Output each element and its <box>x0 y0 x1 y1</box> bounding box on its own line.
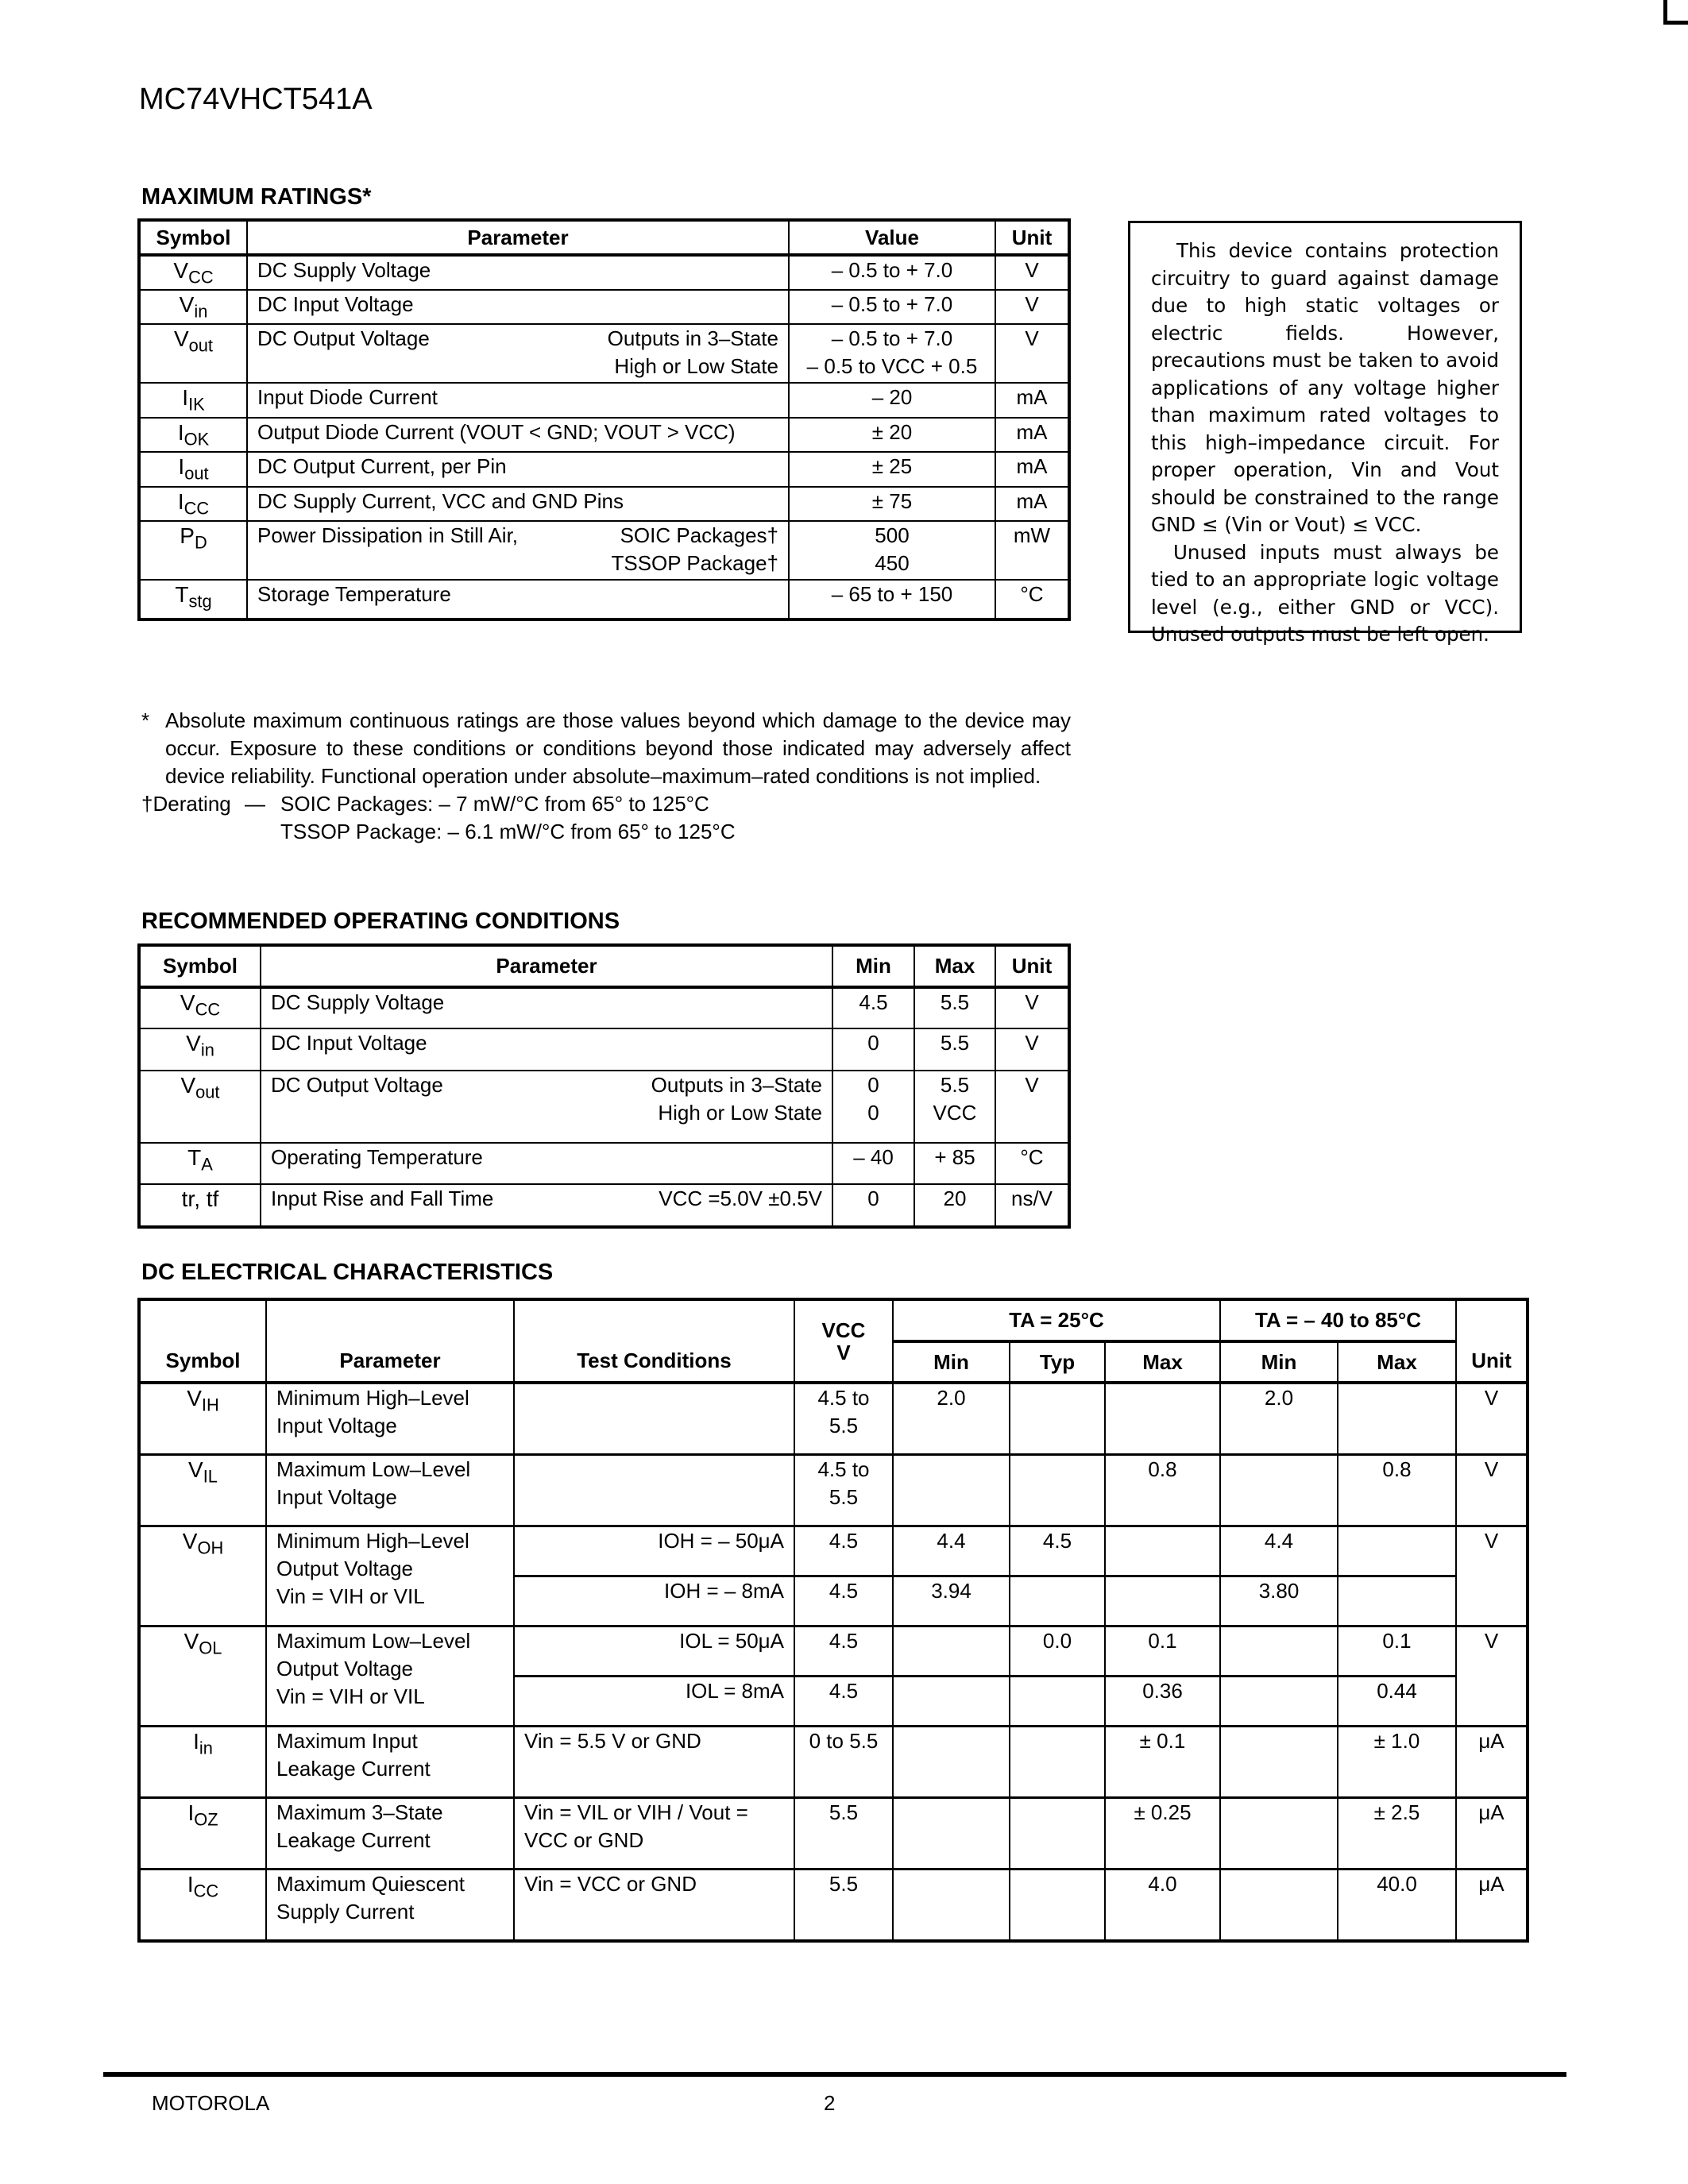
min-cell: 0 <box>832 1028 914 1071</box>
max-range-cell <box>1338 1576 1456 1626</box>
parameter-cell: DC Output Voltage Outputs in 3–State High or Low State <box>261 1071 832 1143</box>
parameter-cell: DC Supply Voltage <box>247 255 789 290</box>
footer-rule <box>103 2072 1566 2077</box>
max-range-cell: 0.44 <box>1338 1676 1456 1726</box>
table-row <box>140 1626 1527 1676</box>
table-row <box>140 987 1068 1028</box>
col-header-min-25: Min <box>893 1341 1010 1383</box>
max-25-cell: 4.0 <box>1105 1869 1220 1940</box>
unit-cell: V <box>995 987 1068 1028</box>
symbol-cell: $P_D$ <box>140 521 247 580</box>
derating-dash: — <box>245 792 265 816</box>
symbol-cell: tr, tf <box>140 1184 261 1226</box>
test-condition-cell: Vin = 5.5 V or GND <box>514 1726 794 1797</box>
max-25-cell <box>1105 1576 1220 1626</box>
test-condition-cell <box>514 1383 794 1454</box>
table-row <box>140 418 1068 452</box>
symbol-cell: $I_{in}$ <box>140 1726 266 1797</box>
max-25-cell: 0.1 <box>1105 1626 1220 1676</box>
value-cell: – 0.5 to + 7.0 <box>789 255 995 290</box>
symbol-cell: $I_{CC}$ <box>140 1869 266 1940</box>
max-range-cell <box>1338 1383 1456 1454</box>
max-25-cell <box>1105 1383 1220 1454</box>
typ-25-cell: 4.5 <box>1010 1526 1105 1576</box>
max-25-cell: 0.36 <box>1105 1676 1220 1726</box>
min-range-cell <box>1220 1454 1338 1526</box>
symbol-cell: $V_{OL}$ <box>140 1626 266 1726</box>
test-condition-cell: IOL = 50μA <box>514 1626 794 1676</box>
parameter-cell: Input Rise and Fall Time VCC =5.0V ±0.5V <box>261 1184 832 1226</box>
max-range-cell: 0.1 <box>1338 1626 1456 1676</box>
table-row <box>140 1071 1068 1143</box>
dc-characteristics-table <box>139 1299 1528 1941</box>
table-row <box>140 1797 1527 1869</box>
symbol-cell: $I_{OZ}$ <box>140 1797 266 1869</box>
symbol-cell: $V_{CC}$ <box>140 987 261 1028</box>
unit-cell: μA <box>1456 1797 1527 1869</box>
parameter-cell: Operating Temperature <box>261 1143 832 1184</box>
parameter-cell: DC Supply Voltage <box>261 987 832 1028</box>
symbol-cell: $T_A$ <box>140 1143 261 1184</box>
max-range-cell: ± 2.5 <box>1338 1797 1456 1869</box>
vcc-cell: 0 to 5.5 <box>794 1726 893 1797</box>
max-cell: 5.5 VCC <box>914 1071 995 1143</box>
note-paragraph-1: This device contains protection circuitry to guard against damage due to high static voltages or electric fields. However, precautions must be taken to avoid applications of any voltage higher than maximum rated voltages to this high–impedance circuit. For proper operation, Vin and Vout should be constrained to the range GND ≤ (Vin or Vout) ≤ VCC. <box>1151 239 1499 536</box>
min-25-cell <box>893 1626 1010 1676</box>
esd-protection-note <box>1128 221 1522 646</box>
col-header-unit: Unit <box>1456 1300 1527 1383</box>
unit-cell: μA <box>1456 1869 1527 1940</box>
min-cell: 0 0 <box>832 1071 914 1143</box>
col-header-max-range: Max <box>1338 1341 1456 1383</box>
col-header-parameter: Parameter <box>261 946 832 987</box>
unit-cell: V <box>995 324 1068 383</box>
unit-cell: V <box>1456 1454 1527 1526</box>
max-25-cell: ± 0.25 <box>1105 1797 1220 1869</box>
parameter-cell: Maximum Low–Level Input Voltage <box>266 1454 514 1526</box>
vcc-cell: 4.5 to 5.5 <box>794 1383 893 1454</box>
col-header-symbol: Symbol <box>140 946 261 987</box>
vcc-cell: 4.5 <box>794 1576 893 1626</box>
footer-brand: MOTOROLA <box>152 2091 270 2115</box>
col-group-ta-25: TA = 25°C <box>893 1300 1220 1341</box>
derating-soic: SOIC Packages: – 7 mW/°C from 65° to 125°C <box>280 792 709 816</box>
symbol-cell: $V_{OH}$ <box>140 1526 266 1626</box>
unit-cell: mW <box>995 521 1068 580</box>
symbol-cell: $I_{out}$ <box>140 452 247 487</box>
col-header-min: Min <box>832 946 914 987</box>
col-header-unit: Unit <box>995 946 1068 987</box>
crop-mark-horizontal <box>1663 21 1688 25</box>
symbol-cell: $V_{IH}$ <box>140 1383 266 1454</box>
parameter-cell: Maximum Input Leakage Current <box>266 1726 514 1797</box>
col-group-ta-range: TA = – 40 to 85°C <box>1220 1300 1456 1341</box>
parameter-cell: DC Output Current, per Pin <box>247 452 789 487</box>
min-25-cell <box>893 1726 1010 1797</box>
table-row <box>140 487 1068 521</box>
table-row <box>140 324 1068 383</box>
col-header-unit: Unit <box>995 221 1068 255</box>
typ-25-cell <box>1010 1676 1105 1726</box>
derating-label: †Derating <box>141 792 231 816</box>
max-range-cell: ± 1.0 <box>1338 1726 1456 1797</box>
min-range-cell: 4.4 <box>1220 1526 1338 1576</box>
max-cell: 20 <box>914 1184 995 1226</box>
min-range-cell <box>1220 1797 1338 1869</box>
vcc-cell: 5.5 <box>794 1797 893 1869</box>
unit-cell: μA <box>1456 1726 1527 1797</box>
table-row <box>140 255 1068 290</box>
table-row <box>140 1383 1527 1454</box>
unit-cell: V <box>1456 1626 1527 1726</box>
table-row <box>140 580 1068 619</box>
table-row <box>140 1454 1527 1526</box>
typ-25-cell <box>1010 1797 1105 1869</box>
parameter-cell: DC Supply Current, VCC and GND Pins <box>247 487 789 521</box>
symbol-cell: $V_{IL}$ <box>140 1454 266 1526</box>
test-condition-cell <box>514 1454 794 1526</box>
max-range-cell: 0.8 <box>1338 1454 1456 1526</box>
parameter-cell: Input Diode Current <box>247 383 789 418</box>
typ-25-cell: 0.0 <box>1010 1626 1105 1676</box>
col-header-min-range: Min <box>1220 1341 1338 1383</box>
symbol-cell: $I_{OK}$ <box>140 418 247 452</box>
min-range-cell <box>1220 1626 1338 1676</box>
symbol-cell: $V_{in}$ <box>140 290 247 324</box>
vcc-cell: 5.5 <box>794 1869 893 1940</box>
vcc-cell: 4.5 to 5.5 <box>794 1454 893 1526</box>
min-range-cell: 2.0 <box>1220 1383 1338 1454</box>
max-ratings-title: MAXIMUM RATINGS* <box>141 184 372 210</box>
unit-cell: V <box>1456 1526 1527 1626</box>
unit-cell: mA <box>995 418 1068 452</box>
min-cell: 0 <box>832 1184 914 1226</box>
table-row <box>140 1143 1068 1184</box>
test-condition-cell: Vin = VCC or GND <box>514 1869 794 1940</box>
part-number-title: MC74VHCT541A <box>139 83 373 116</box>
table-row <box>140 1869 1527 1940</box>
page-number: 2 <box>824 2091 836 2115</box>
value-cell: – 0.5 to + 7.0 <box>789 290 995 324</box>
max-cell: 5.5 <box>914 1028 995 1071</box>
min-range-cell <box>1220 1676 1338 1726</box>
table-row <box>140 452 1068 487</box>
parameter-cell: DC Input Voltage <box>247 290 789 324</box>
value-cell: – 65 to + 150 <box>789 580 995 619</box>
col-header-test-conditions: Test Conditions <box>514 1300 794 1383</box>
parameter-cell: Power Dissipation in Still Air, SOIC Packages† TSSOP Package† <box>247 521 789 580</box>
max-range-cell: 40.0 <box>1338 1869 1456 1940</box>
symbol-cell: $V_{out}$ <box>140 1071 261 1143</box>
max-25-cell <box>1105 1526 1220 1576</box>
note-paragraph-2: Unused inputs must always be tied to an appropriate logic voltage level (e.g., either GND or VCC). Unused outputs must be left open. <box>1151 540 1499 646</box>
unit-cell: V <box>995 1028 1068 1071</box>
min-25-cell <box>893 1454 1010 1526</box>
recommended-conditions-title: RECOMMENDED OPERATING CONDITIONS <box>141 909 620 934</box>
parameter-cell: Minimum High–Level Output Voltage Vin = VIH or VIL <box>266 1526 514 1626</box>
test-condition-cell: Vin = VIL or VIH / Vout = VCC or GND <box>514 1797 794 1869</box>
max-25-cell: 0.8 <box>1105 1454 1220 1526</box>
value-cell: – 0.5 to + 7.0 – 0.5 to VCC + 0.5 <box>789 324 995 383</box>
col-header-max: Max <box>914 946 995 987</box>
test-condition-cell: IOH = – 8mA <box>514 1576 794 1626</box>
col-header-typ-25: Typ <box>1010 1341 1105 1383</box>
typ-25-cell <box>1010 1576 1105 1626</box>
unit-cell: V <box>1456 1383 1527 1454</box>
symbol-cell: $T_{stg}$ <box>140 580 247 619</box>
footnote-absolute-max: Absolute maximum continuous ratings are those values beyond which damage to the device may occur. Exposure to these conditions or conditions beyond those indicated may adversely affect device reliability. Functional operation under absolute–maximum–rated conditions is not implied. <box>165 708 1071 788</box>
value-cell: ± 20 <box>789 418 995 452</box>
dc-characteristics-title: DC ELECTRICAL CHARACTERISTICS <box>141 1260 554 1285</box>
parameter-cell: Output Diode Current (VOUT < GND; VOUT > VCC) <box>247 418 789 452</box>
derating-tssop: TSSOP Package: – 6.1 mW/°C from 65° to 125°C <box>280 820 736 843</box>
table-row <box>140 1526 1527 1576</box>
table-row <box>140 1726 1527 1797</box>
table-row <box>140 383 1068 418</box>
vcc-cell: 4.5 <box>794 1676 893 1726</box>
min-cell: – 40 <box>832 1143 914 1184</box>
vcc-cell: 4.5 <box>794 1626 893 1676</box>
value-cell: 500 450 <box>789 521 995 580</box>
table-row <box>140 290 1068 324</box>
col-header-max-25: Max <box>1105 1341 1220 1383</box>
min-25-cell <box>893 1676 1010 1726</box>
col-header-value: Value <box>789 221 995 255</box>
test-condition-cell: IOL = 8mA <box>514 1676 794 1726</box>
parameter-cell: Maximum Low–Level Output Voltage Vin = VIH or VIL <box>266 1626 514 1726</box>
unit-cell: V <box>995 255 1068 290</box>
table-row <box>140 1028 1068 1071</box>
unit-cell: mA <box>995 383 1068 418</box>
parameter-cell: Maximum 3–State Leakage Current <box>266 1797 514 1869</box>
value-cell: ± 75 <box>789 487 995 521</box>
typ-25-cell <box>1010 1454 1105 1526</box>
col-header-symbol: Symbol <box>140 221 247 255</box>
unit-cell: °C <box>995 1143 1068 1184</box>
recommended-conditions-table <box>139 945 1069 1227</box>
unit-cell: mA <box>995 452 1068 487</box>
unit-cell: °C <box>995 580 1068 619</box>
value-cell: ± 25 <box>789 452 995 487</box>
typ-25-cell <box>1010 1869 1105 1940</box>
min-25-cell: 4.4 <box>893 1526 1010 1576</box>
max-ratings-footnotes <box>141 707 1071 846</box>
symbol-cell: $I_{CC}$ <box>140 487 247 521</box>
parameter-cell: DC Output Voltage Outputs in 3–State High or Low State <box>247 324 789 383</box>
min-25-cell <box>893 1869 1010 1940</box>
value-cell: – 20 <box>789 383 995 418</box>
min-range-cell: 3.80 <box>1220 1576 1338 1626</box>
max-cell: 5.5 <box>914 987 995 1028</box>
col-header-parameter: Parameter <box>266 1300 514 1383</box>
min-25-cell: 3.94 <box>893 1576 1010 1626</box>
test-condition-cell: IOH = – 50μA <box>514 1526 794 1576</box>
parameter-cell: Maximum Quiescent Supply Current <box>266 1869 514 1940</box>
asterisk-marker: * <box>141 708 150 732</box>
min-range-cell <box>1220 1726 1338 1797</box>
min-cell: 4.5 <box>832 987 914 1028</box>
max-ratings-table <box>139 220 1069 619</box>
max-cell: + 85 <box>914 1143 995 1184</box>
parameter-cell: Storage Temperature <box>247 580 789 619</box>
symbol-cell: $I_{IK}$ <box>140 383 247 418</box>
parameter-cell: DC Input Voltage <box>261 1028 832 1071</box>
min-25-cell: 2.0 <box>893 1383 1010 1454</box>
unit-cell: mA <box>995 487 1068 521</box>
typ-25-cell <box>1010 1726 1105 1797</box>
table-row <box>140 1184 1068 1226</box>
min-range-cell <box>1220 1869 1338 1940</box>
vcc-cell: 4.5 <box>794 1526 893 1576</box>
col-header-symbol: Symbol <box>140 1300 266 1383</box>
unit-cell: V <box>995 290 1068 324</box>
col-header-parameter: Parameter <box>247 221 789 255</box>
max-range-cell <box>1338 1526 1456 1576</box>
max-25-cell: ± 0.1 <box>1105 1726 1220 1797</box>
typ-25-cell <box>1010 1383 1105 1454</box>
parameter-cell: Minimum High–Level Input Voltage <box>266 1383 514 1454</box>
symbol-cell: $V_{out}$ <box>140 324 247 383</box>
symbol-cell: $V_{CC}$ <box>140 255 247 290</box>
col-header-vcc: VCC V <box>794 1300 893 1383</box>
min-25-cell <box>893 1797 1010 1869</box>
unit-cell: V <box>995 1071 1068 1143</box>
table-row <box>140 521 1068 580</box>
unit-cell: ns/V <box>995 1184 1068 1226</box>
symbol-cell: $V_{in}$ <box>140 1028 261 1071</box>
